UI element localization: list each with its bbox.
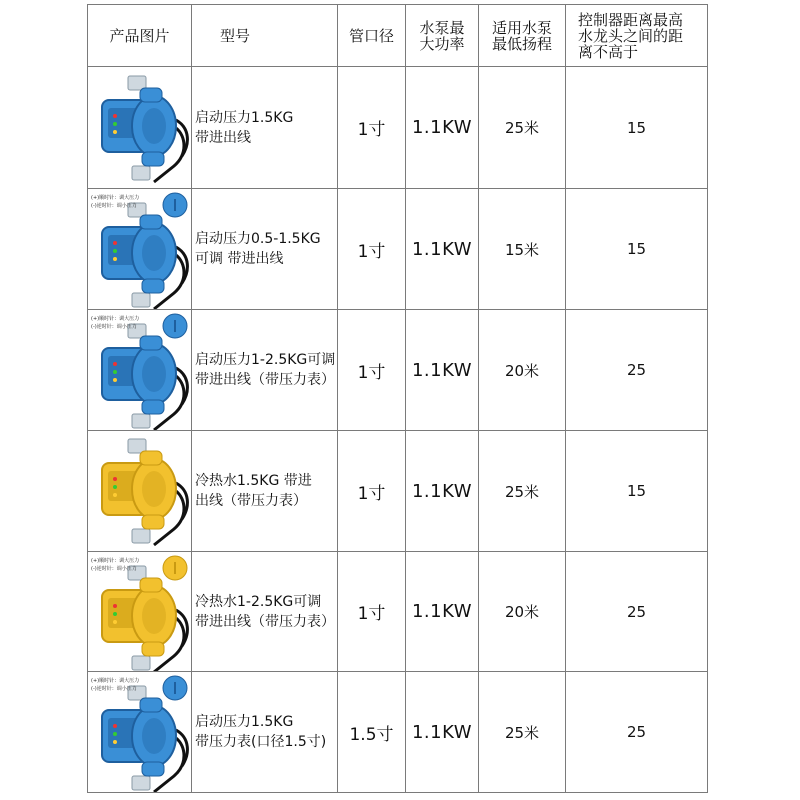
dial-note: (-)逆时针：调小压力 [91,686,137,692]
product-photo [88,552,191,671]
pump-head-cell: 20米 [504,603,540,621]
product-photo [88,67,191,188]
distance-cell: 15 [626,118,647,137]
model-line: 带压力表(口径1.5寸) [195,734,327,750]
adjust-dial-icon [162,675,188,701]
pump-power-cell: 1.1KW [411,117,473,138]
product-photo [88,189,191,309]
pump-head-cell: 15米 [504,240,540,259]
model-line: 带进出线（带压力表） [195,372,335,388]
header-power-line: 大功率 [419,34,465,53]
product-image [90,433,190,551]
model-line: 启动压力1.5KG [195,714,294,730]
header-distance [566,5,707,66]
model-line: 启动压力1.5KG [195,109,294,126]
adjust-dial-icon [162,555,188,581]
pump-head-cell: 20米 [504,361,540,380]
pump-head-cell: 25米 [504,723,540,742]
distance-cell: 25 [626,361,647,379]
grid-line [707,4,708,793]
header-power-line: 水泵最 [419,18,465,37]
pressure-controller-icon [90,433,190,549]
pipe-size-cell: 1寸 [357,362,386,383]
pump-head-cell: 25米 [504,482,540,501]
header-head-line: 最低扬程 [491,34,552,53]
model-cell [192,189,337,309]
model-line: 可调 带进出线 [195,251,284,267]
model-line: 带进出线 [195,129,251,146]
header-head-line: 适用水泵 [491,18,552,37]
dial-image [162,555,188,585]
header-model-label: 型号 [220,26,251,45]
header-pipe-label: 管口径 [348,26,394,45]
dial-note: (+)顺时针：调大压力 [91,316,140,322]
model-line: 冷热水1.5KG 带进 [195,473,312,489]
model-cell [192,310,337,430]
pump-power-cell: 1.1KW [411,601,473,622]
pump-power-cell: 1.1KW [411,238,473,260]
pipe-size-cell: 1寸 [357,483,386,504]
pressure-controller-icon [90,70,190,186]
distance-cell: 25 [626,723,647,741]
pipe-size-cell: 1寸 [357,241,386,262]
product-image [90,70,190,189]
product-photo [88,431,191,551]
product-photo [88,672,191,792]
model-line: 带进出线（带压力表） [195,613,335,630]
product-photo [88,310,191,430]
model-line: 冷热水1-2.5KG可调 [195,593,322,610]
adjust-dial-icon [162,313,188,339]
header-photo [88,5,191,66]
grid-line [87,792,707,793]
dial-image [162,313,188,343]
header-distance-line: 控制器距离最高 [578,10,684,29]
model-cell [192,431,337,551]
model-line: 启动压力0.5-1.5KG [195,231,321,247]
pump-head-cell: 25米 [504,119,540,137]
dial-image [162,192,188,222]
model-cell [192,67,337,188]
header-distance-line: 离不高于 [578,42,639,61]
header-power [406,5,478,66]
model-cell [192,672,337,792]
model-line: 出线（带压力表） [195,493,307,509]
dial-note: (-)逆时针：调小压力 [91,203,137,209]
dial-note: (+)顺时针：调大压力 [91,678,140,684]
adjust-dial-icon [162,192,188,218]
dial-note: (-)逆时针：调小压力 [91,566,137,572]
header-model [192,5,337,66]
distance-cell: 15 [626,482,647,500]
model-line: 启动压力1-2.5KG可调 [195,352,336,368]
header-distance-line: 水龙头之间的距 [578,26,684,45]
dial-image [162,675,188,705]
pump-power-cell: 1.1KW [411,721,473,743]
model-cell [192,552,337,671]
pump-power-cell: 1.1KW [411,480,473,502]
header-head [479,5,565,66]
dial-note: (+)顺时针：调大压力 [91,558,140,564]
pipe-size-cell: 1寸 [357,120,386,140]
dial-note: (-)逆时针：调小压力 [91,324,137,330]
header-pipe [338,5,405,66]
dial-note: (+)顺时针：调大压力 [91,195,140,201]
pipe-size-cell: 1.5寸 [349,724,394,745]
header-photo-label: 产品图片 [109,26,170,45]
distance-cell: 25 [626,602,647,621]
pipe-size-cell: 1寸 [357,604,386,624]
pump-power-cell: 1.1KW [411,359,473,381]
distance-cell: 15 [626,240,647,258]
